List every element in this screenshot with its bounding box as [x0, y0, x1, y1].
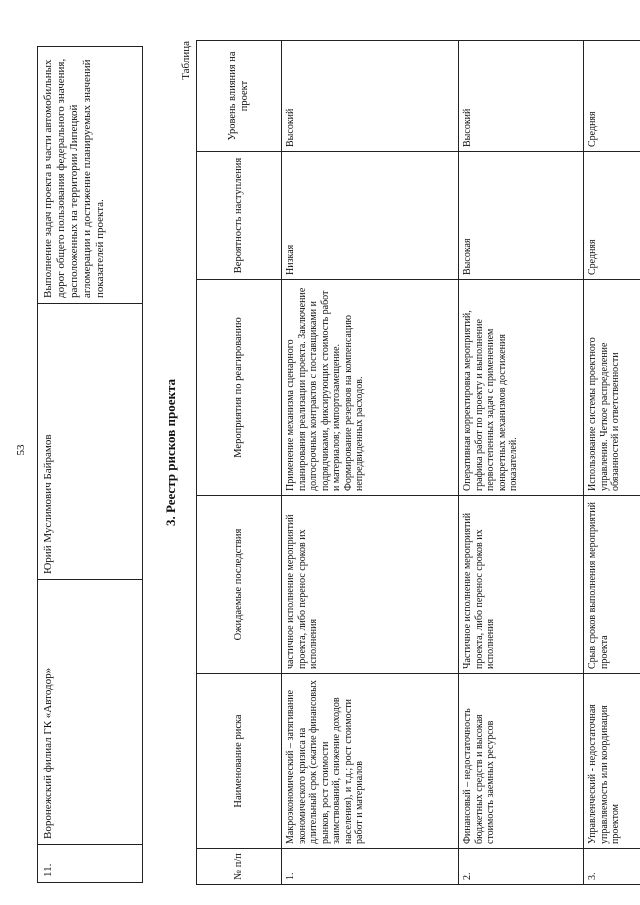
risk-impact: Средняя — [584, 41, 640, 152]
header-risk-name: Наименование риска — [197, 674, 282, 849]
risk-num: 3. — [584, 849, 640, 885]
risk-measures: Оперативная корректировка мероприятий, графика работ по проекту и выполнение первостепенных задач с применением конкретных механизмов достижения показателей. — [459, 280, 584, 496]
header-probability: Вероятность наступления — [197, 152, 282, 280]
risk-consequences: Срыв сроков выполнения мероприятий проекта — [584, 496, 640, 674]
risk-consequences: частичное исполнение мероприятий проекта, либо перенос сроков их исполнения — [282, 496, 459, 674]
section-title: 3. Реестр рисков проекта — [163, 378, 178, 527]
table-row — [584, 41, 640, 885]
risk-measures: Применение механизма сценарного планирования реализации проекта. Заключение долгосрочных контрактов с поставщиками и подрядчиками, фиксирующих стоимость работ и материалов; импортозамещение. Формирование резервов на компенсацию непредвиденных расходов. — [282, 280, 459, 496]
task-cell: Выполнение задач проекта в части автомобильных дорог общего пользования федерального значения, расположенных на территории Липецкой агломерации и достижение планируемых значений показателей проекта. — [38, 47, 143, 304]
risk-probability: Средняя — [584, 152, 640, 280]
risk-num: 2. — [459, 849, 584, 885]
top-table — [37, 46, 143, 883]
risk-measures: Использование системы проектного управления. Четкое распределение обязанностей и ответственности — [584, 280, 640, 496]
header-impact: Уровень влияния на проект — [197, 41, 282, 152]
risk-name: Управленческий - недостаточная управляемость или координация проектом — [584, 674, 640, 849]
row-number: 11. — [38, 845, 143, 883]
table-label: Таблица — [180, 41, 192, 80]
header-consequences: Ожидаемые последствия — [197, 496, 282, 674]
header-measures: Мероприятия по реагированию — [197, 280, 282, 496]
table-row — [282, 41, 459, 885]
risk-impact: Высокий — [459, 41, 584, 152]
page-number: 53 — [15, 444, 27, 456]
risk-table — [196, 40, 640, 885]
risk-probability: Высокая — [459, 152, 584, 280]
risk-name: Финансовый – недостаточность бюджетных средств и высокая стоимость заемных ресурсов — [459, 674, 584, 849]
risk-num: 1. — [282, 849, 459, 885]
table-row — [459, 41, 584, 885]
risk-impact: Высокий — [282, 41, 459, 152]
table-row — [38, 47, 143, 883]
person-cell: Юрий Муслимович Байрамов — [38, 304, 143, 580]
organization-cell: Воронежский филиал ГК «Автодор» — [38, 580, 143, 845]
risk-name: Макроэкономический – затягивание экономического кризиса на длительный срок (сжатие финансовых рынков, рост стоимости заимствований, снижение доходов населения), и т.д.; рост стоимости работ и материалов — [282, 674, 459, 849]
header-num: № п/п — [197, 849, 282, 885]
risk-probability: Низкая — [282, 152, 459, 280]
header-row — [197, 41, 282, 885]
risk-consequences: Частичное исполнение мероприятий проекта, либо перенос сроков их исполнения — [459, 496, 584, 674]
